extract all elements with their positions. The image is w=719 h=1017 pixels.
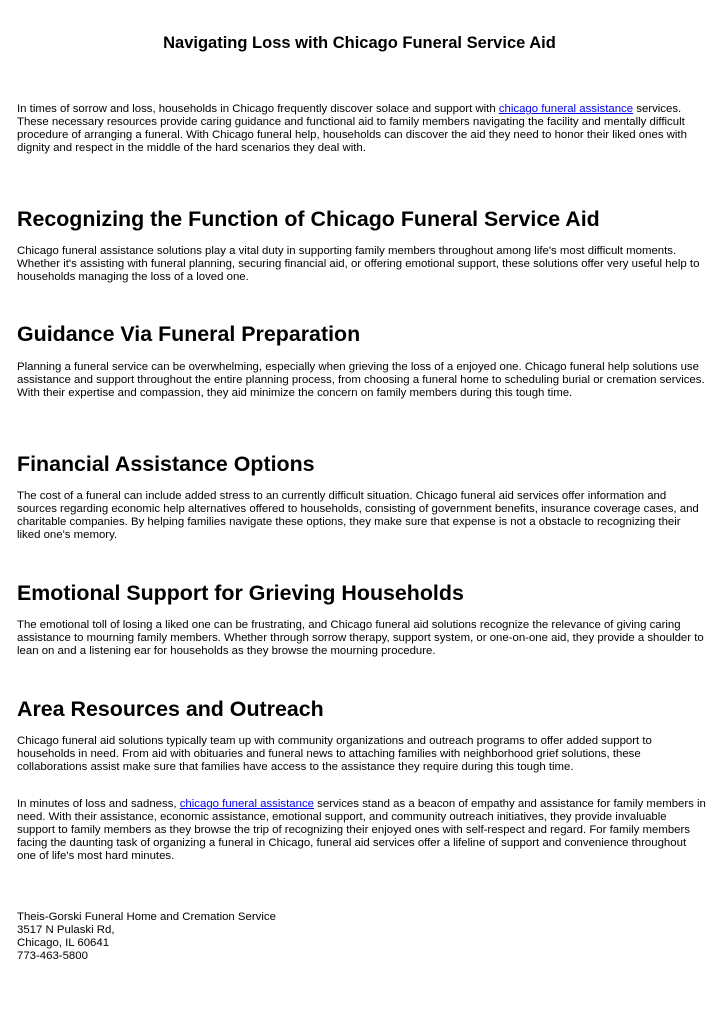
section-body-financial: The cost of a funeral can include added stress to an currently difficult situation. Chicago funeral aid services offer information and sources regarding economic help alternatives offered to households, consisting of government benefits, insurance coverage cases, and charitable companies. By helping families navigate these options, they make sure that expense is not a obstacle to recognizing their liked one's memory.	[17, 490, 699, 542]
section-body-area: Chicago funeral aid solutions typically team up with community organizations and outreach programs to offer added support to households in need. From aid with obituaries and funeral news to attaching families with neighborhood grief solutions, these collaborations assist make sure that families have access to the assistance they require during this tough time.	[17, 735, 652, 774]
section-body-emotional: The emotional toll of losing a liked one can be frustrating, and Chicago funeral aid solutions recognize the relevance of giving caring assistance to mourning family members. Whether through sorrow therapy, support system, or one-on-one aid, they provide a shoulder to lean on and a listening ear for households as they browse the mourning procedure.	[17, 619, 704, 658]
address-block	[17, 911, 276, 963]
closing-link[interactable]: chicago funeral assistance	[179, 798, 314, 810]
section-heading-area: Area Resources and Outreach	[17, 697, 324, 721]
section-heading-financial: Financial Assistance Options	[17, 452, 315, 476]
street-address: 3517 N Pulaski Rd,	[17, 924, 115, 937]
section-heading-guidance: Guidance Via Funeral Preparation	[17, 322, 361, 346]
section-heading-emotional: Emotional Support for Grieving Households	[17, 581, 464, 605]
closing-text-after: services stand as a beacon of empathy and assistance for family members in need. With their assistance, economic assistance, emotional support, and community outreach initiatives, they provide invaluable support to family members as they browse the trip of recognizing their enjoyed ones with self-respect and regard. For family members facing the daunting task of organizing a funeral in Chicago, funeral aid services offer a lifeline of support and convenience throughout one of life's most hard minutes.	[17, 798, 706, 863]
city-state-zip: Chicago, IL 60641	[17, 937, 110, 950]
section-body-guidance: Planning a funeral service can be overwhelming, especially when grieving the loss of a enjoyed one. Chicago funeral help solutions use assistance and support throughout the entire planning process, from choosing a funeral home to scheduling burial or cremation services. With their expertise and compassion, they aid minimize the concern on family members during this tough time.	[17, 361, 705, 400]
intro-text-after: services. These necessary resources provide caring guidance and functional aid to family members navigating the facility and mentally difficult procedure of arranging a funeral. With Chicago funeral help, households can discover the aid they need to honor their liked ones with dignity and respect in the middle of the hard scenarios they deal with.	[17, 103, 687, 155]
intro-text-before: In times of sorrow and loss, households in Chicago frequently discover solace and support with	[17, 103, 499, 115]
section-body-function: Chicago funeral assistance solutions play a vital duty in supporting family members throughout among life's most difficult moments. Whether it's assisting with funeral planning, securing financial aid, or offering emotional support, these solutions offer very useful help to households managing the loss of a loved one.	[17, 245, 700, 284]
closing-text-before: In minutes of loss and sadness,	[17, 798, 180, 810]
closing-paragraph	[17, 798, 707, 863]
business-name: Theis-Gorski Funeral Home and Cremation Service	[17, 911, 276, 923]
intro-paragraph	[17, 103, 707, 155]
page-title: Navigating Loss with Chicago Funeral Service Aid	[163, 34, 556, 52]
section-heading-function: Recognizing the Function of Chicago Funeral Service Aid	[17, 207, 600, 231]
phone-number: 773-463-5800	[17, 950, 88, 963]
intro-link[interactable]: chicago funeral assistance	[498, 103, 634, 115]
